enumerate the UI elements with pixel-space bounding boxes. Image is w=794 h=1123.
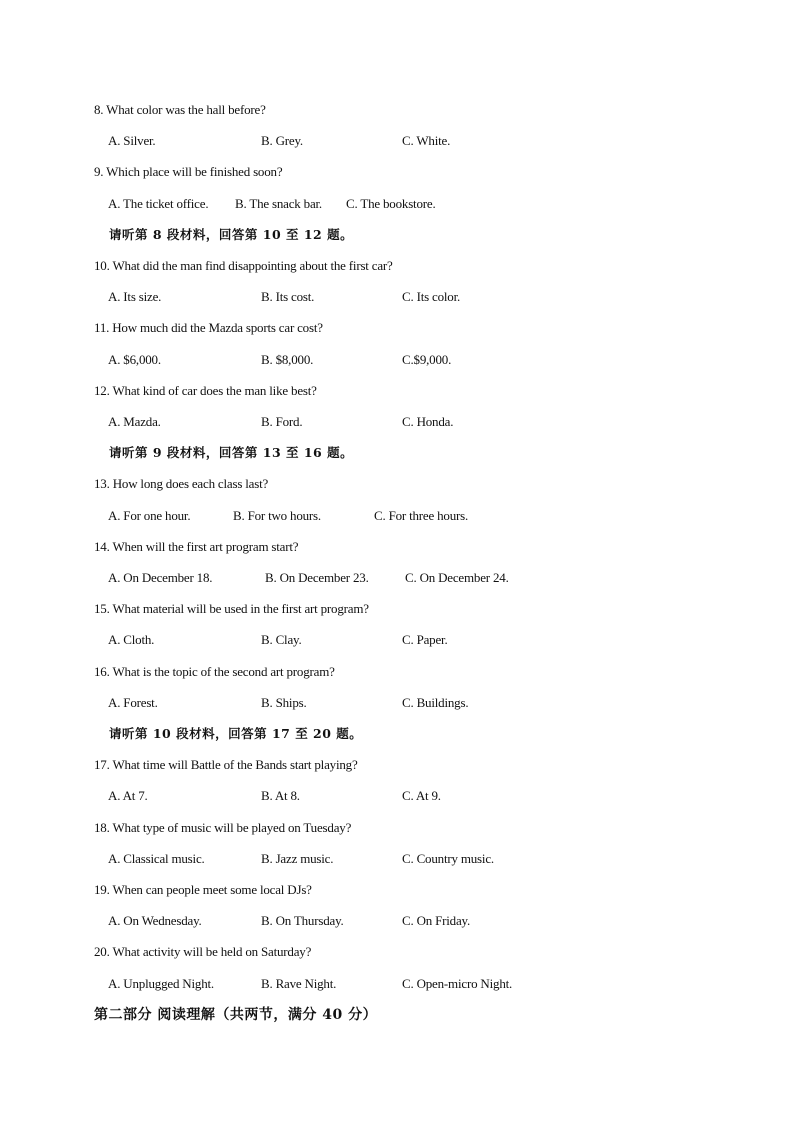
option-9-b: B. The snack bar. [235,196,322,211]
question-8: 8. What color was the hall before? [94,102,266,117]
option-16-a: A. Forest. [108,695,158,710]
option-8-a: A. Silver. [108,133,156,148]
option-12-a: A. Mazda. [108,414,161,429]
question-15: 15. What material will be used in the first art program? [94,601,369,616]
option-10-b: B. Its cost. [261,289,315,304]
option-9-c: C. The bookstore. [346,196,436,211]
instruction-passage-9: 请听第 9 段材料，回答第 13 至 16 题。 [109,445,354,460]
section-title-reading: 第二部分 阅读理解（共两节，满分 40 分） [94,1007,378,1023]
question-13: 13. How long does each class last? [94,476,269,491]
option-19-a: A. On Wednesday. [108,913,202,928]
question-18: 18. What type of music will be played on Tuesday? [94,820,352,835]
option-17-c: C. At 9. [402,788,441,803]
option-20-c: C. Open-micro Night. [402,976,513,991]
option-12-c: C. Honda. [402,414,454,429]
option-13-c: C. For three hours. [374,508,469,523]
option-14-b: B. On December 23. [265,570,369,585]
question-20: 20. What activity will be held on Saturday? [94,944,312,959]
option-15-b: B. Clay. [261,632,302,647]
option-20-a: A. Unplugged Night. [108,976,214,991]
option-9-a: A. The ticket office. [108,196,209,211]
option-20-b: B. Rave Night. [261,976,337,991]
option-10-a: A. Its size. [108,289,162,304]
option-11-b: B. $8,000. [261,352,314,367]
instruction-passage-8: 请听第 8 段材料，回答第 10 至 12 题。 [109,227,354,242]
option-16-c: C. Buildings. [402,695,469,710]
instruction-passage-10: 请听第 10 段材料，回答第 17 至 20 题。 [109,726,363,741]
option-19-b: B. On Thursday. [261,913,344,928]
question-19: 19. When can people meet some local DJs? [94,882,312,897]
question-12: 12. What kind of car does the man like best? [94,383,317,398]
question-11: 11. How much did the Mazda sports car cost? [94,320,323,335]
option-11-c: C.$9,000. [402,352,452,367]
option-14-c: C. On December 24. [405,570,509,585]
question-9: 9. Which place will be finished soon? [94,164,283,179]
option-13-b: B. For two hours. [233,508,321,523]
option-10-c: C. Its color. [402,289,461,304]
option-15-a: A. Cloth. [108,632,155,647]
option-17-b: B. At 8. [261,788,300,803]
question-10: 10. What did the man find disappointing about the first car? [94,258,393,273]
option-8-b: B. Grey. [261,133,303,148]
option-14-a: A. On December 18. [108,570,213,585]
option-18-a: A. Classical music. [108,851,205,866]
option-15-c: C. Paper. [402,632,448,647]
option-19-c: C. On Friday. [402,913,471,928]
question-17: 17. What time will Battle of the Bands start playing? [94,757,358,772]
question-16: 16. What is the topic of the second art program? [94,664,335,679]
option-8-c: C. White. [402,133,451,148]
question-14: 14. When will the first art program start? [94,539,299,554]
option-11-a: A. $6,000. [108,352,161,367]
option-16-b: B. Ships. [261,695,307,710]
option-18-b: B. Jazz music. [261,851,334,866]
option-12-b: B. Ford. [261,414,303,429]
option-13-a: A. For one hour. [108,508,191,523]
option-17-a: A. At 7. [108,788,148,803]
option-18-c: C. Country music. [402,851,494,866]
